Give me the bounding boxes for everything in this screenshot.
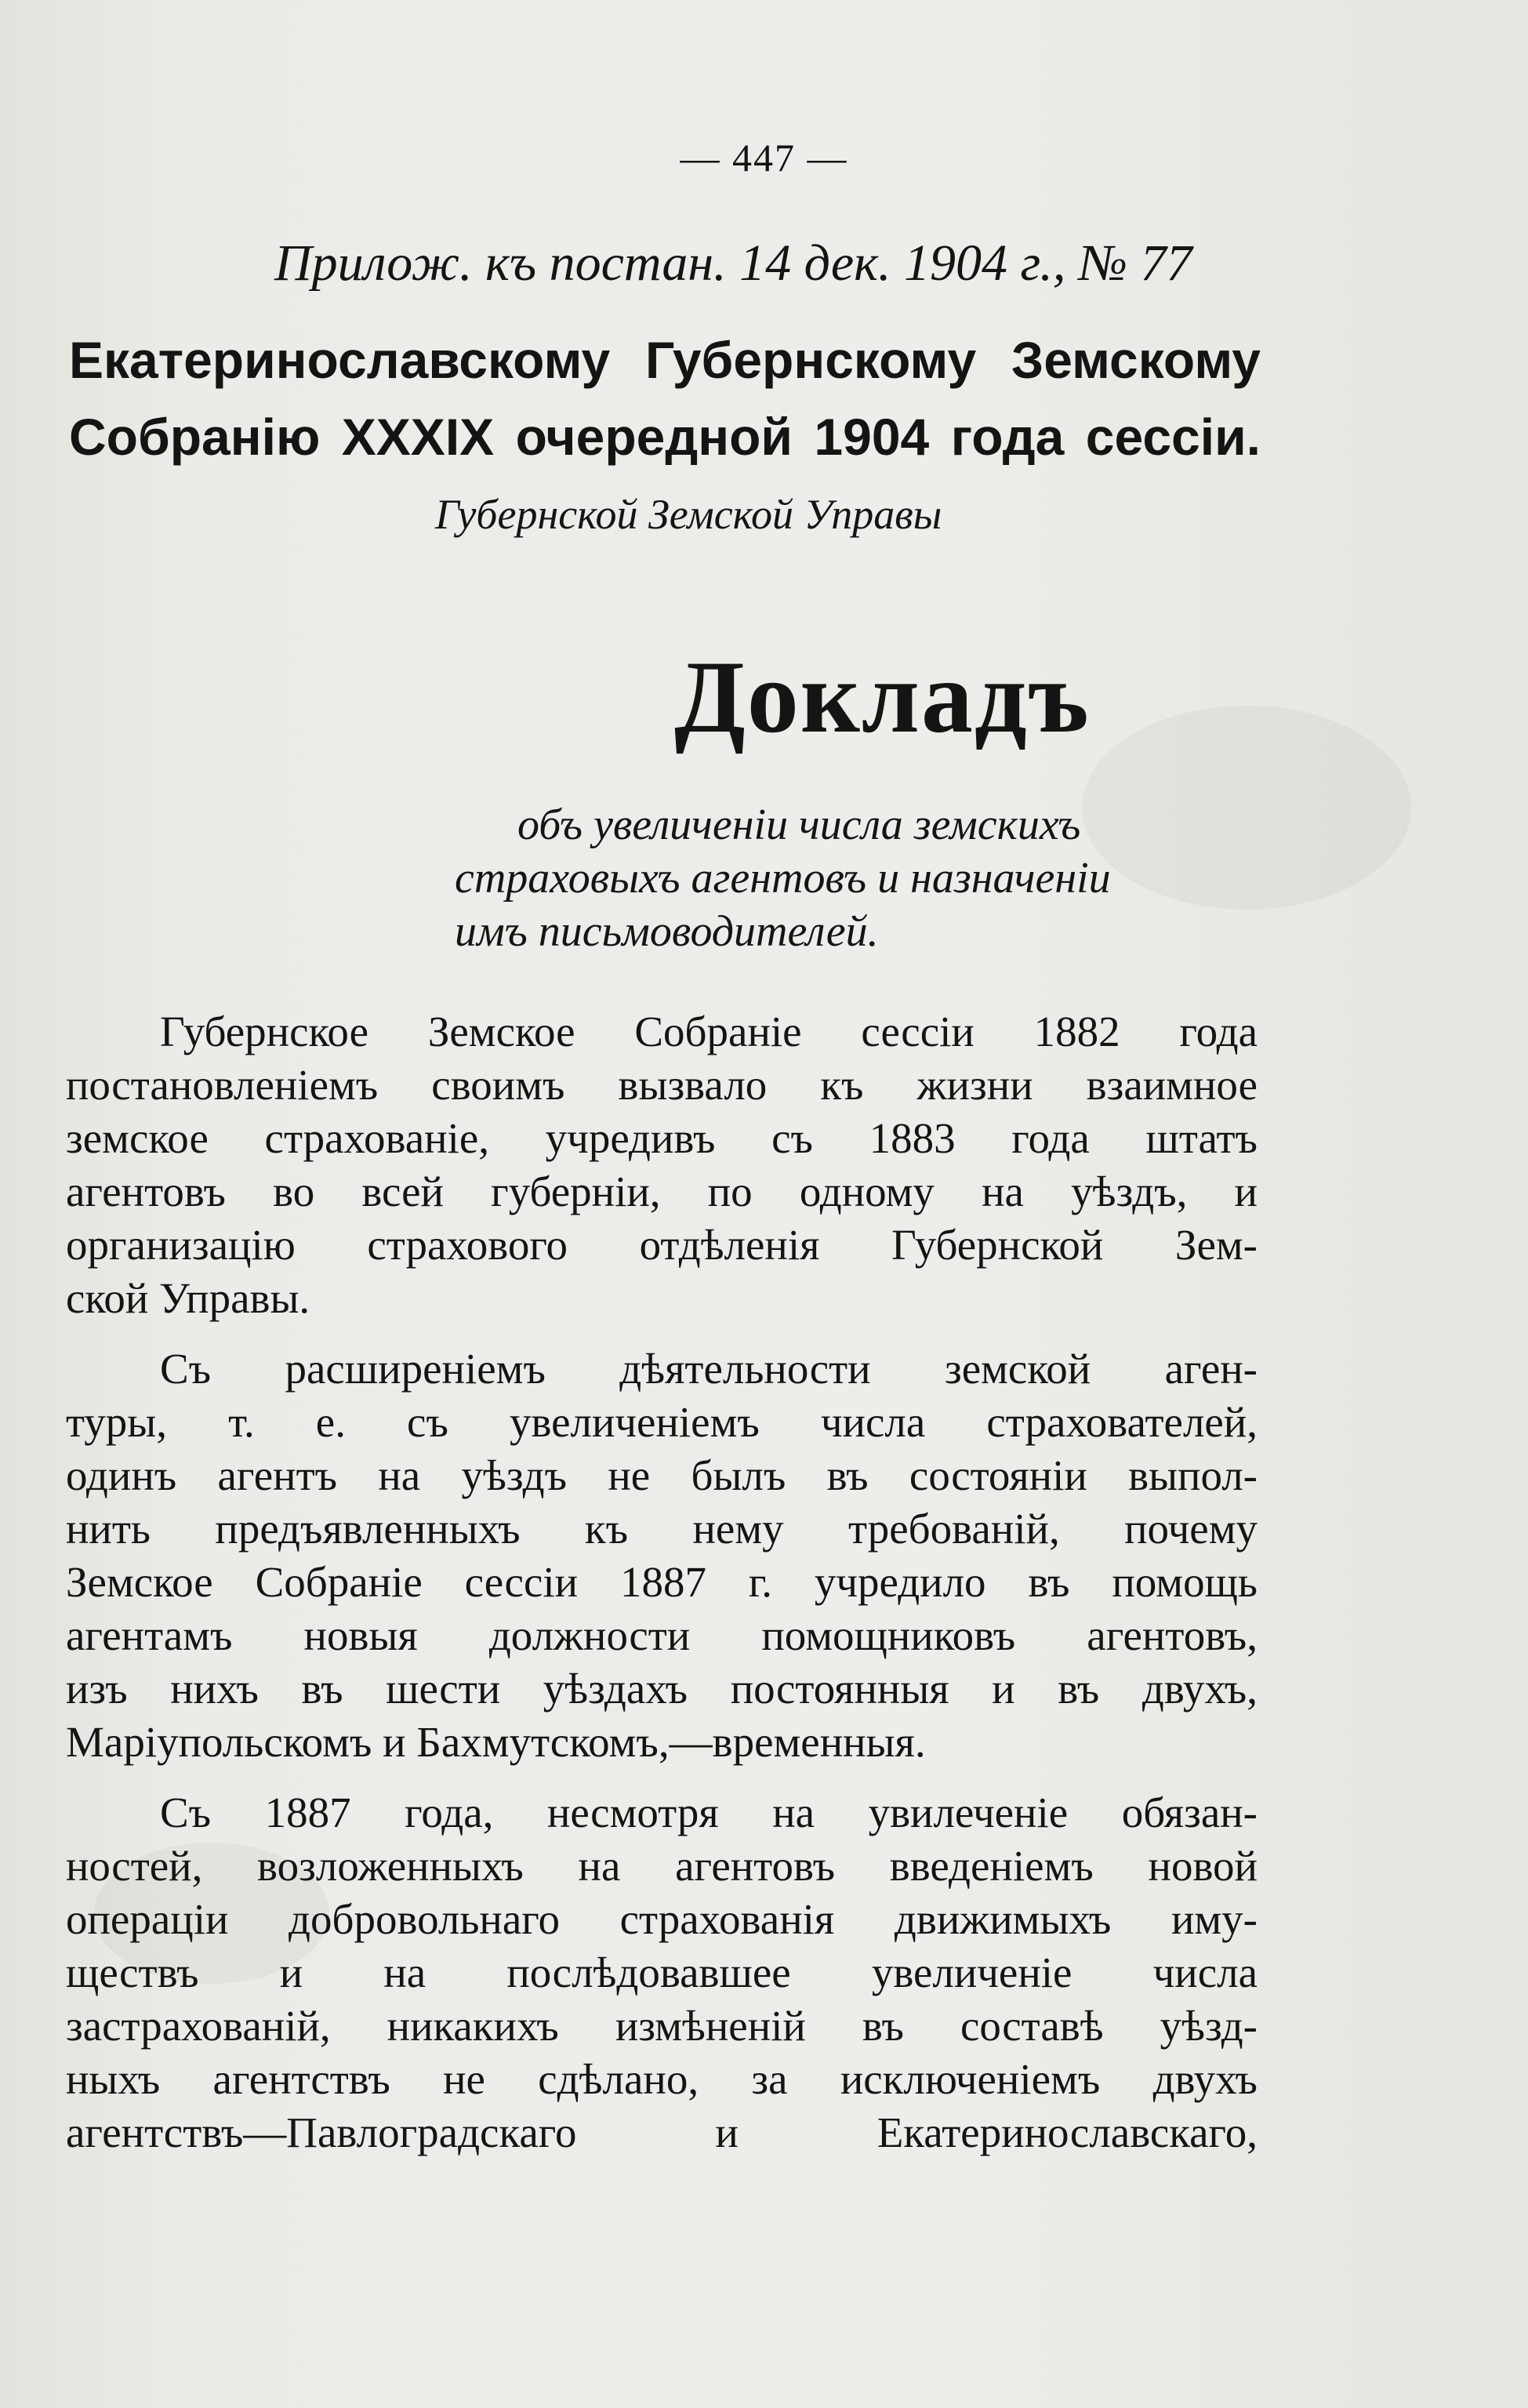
text-line: Съ 1887 года, несмотря на увилеченіе обязан- [160,1789,1258,1836]
text-line: туры, т. е. съ увеличеніемъ числа страхователей, [66,1398,1258,1446]
subject-line: страховыхъ агентовъ и назначеніи [455,854,1111,903]
text-line: одинъ агентъ на уѣздъ не былъ въ состояніи выпол- [66,1451,1258,1499]
text-line: агентамъ новыя должности помощниковъ агентовъ, [66,1611,1258,1659]
text-line: операціи добровольнаго страхованія движимыхъ иму- [66,1895,1258,1943]
text-line: Земское Собраніе сессіи 1887 г. учредило въ помощь [66,1558,1258,1606]
addressee-line: Собранію XXXIX очередной 1904 года сессіи. [69,408,1261,466]
text-line: Губернское Земское Собраніе сессіи 1882 года [160,1008,1258,1055]
text-line: изъ нихъ въ шести уѣздахъ постоянныя и въ двухъ, [66,1665,1258,1712]
text-line: Маріупольскомъ и Бахмутскомъ,—временныя. [66,1718,926,1766]
text-line: агентствъ—Павлоградскаго и Екатеринославскаго, [66,2108,1258,2156]
paragraph [66,1786,1258,2159]
paragraph [66,1342,1258,1769]
text-line: постановленіемъ своимъ вызвало къ жизни взаимное [66,1061,1258,1109]
subject-line: объ увеличеніи числа земскихъ [517,801,1081,849]
text-line: ностей, возложенныхъ на агентовъ введеніемъ новой [66,1842,1258,1890]
text-line: земское страхованіе, учредивъ съ 1883 года штатъ [66,1114,1258,1162]
text-line: ныхъ агентствъ не сдѣлано, за исключеніемъ двухъ [66,2055,1258,2103]
addressee-line: Екатеринославскому Губернскому Земскому [69,331,1261,389]
page-number: — 447 — [680,136,848,180]
subject-line: имъ письмоводителей. [455,907,879,956]
text-line: нить предъявленныхъ къ нему требованій, почему [66,1505,1258,1553]
text-line: ществъ и на послѣдовавшее увеличеніе числа [66,1949,1258,1996]
text-line: агентовъ во всей губерніи, по одному на уѣздъ, и [66,1168,1258,1215]
text-line: ской Управы. [66,1274,310,1322]
document-title: Докладъ [674,639,1091,754]
text-line: организацію страхового отдѣленія Губернской Зем- [66,1221,1258,1269]
document-subject [455,798,1262,958]
sender-note: Губернской Земской Управы [435,491,942,538]
appendix-note: Прилож. къ постан. 14 дек. 1904 г., № 77 [274,234,1192,292]
body-text [66,1005,1258,2177]
text-line: Съ расширеніемъ дѣятельности земской аген- [160,1345,1258,1393]
paragraph [66,1005,1258,1325]
text-line: застрахованій, никакихъ измѣненій въ составѣ уѣзд- [66,2002,1258,2050]
addressee-heading [69,321,1261,475]
